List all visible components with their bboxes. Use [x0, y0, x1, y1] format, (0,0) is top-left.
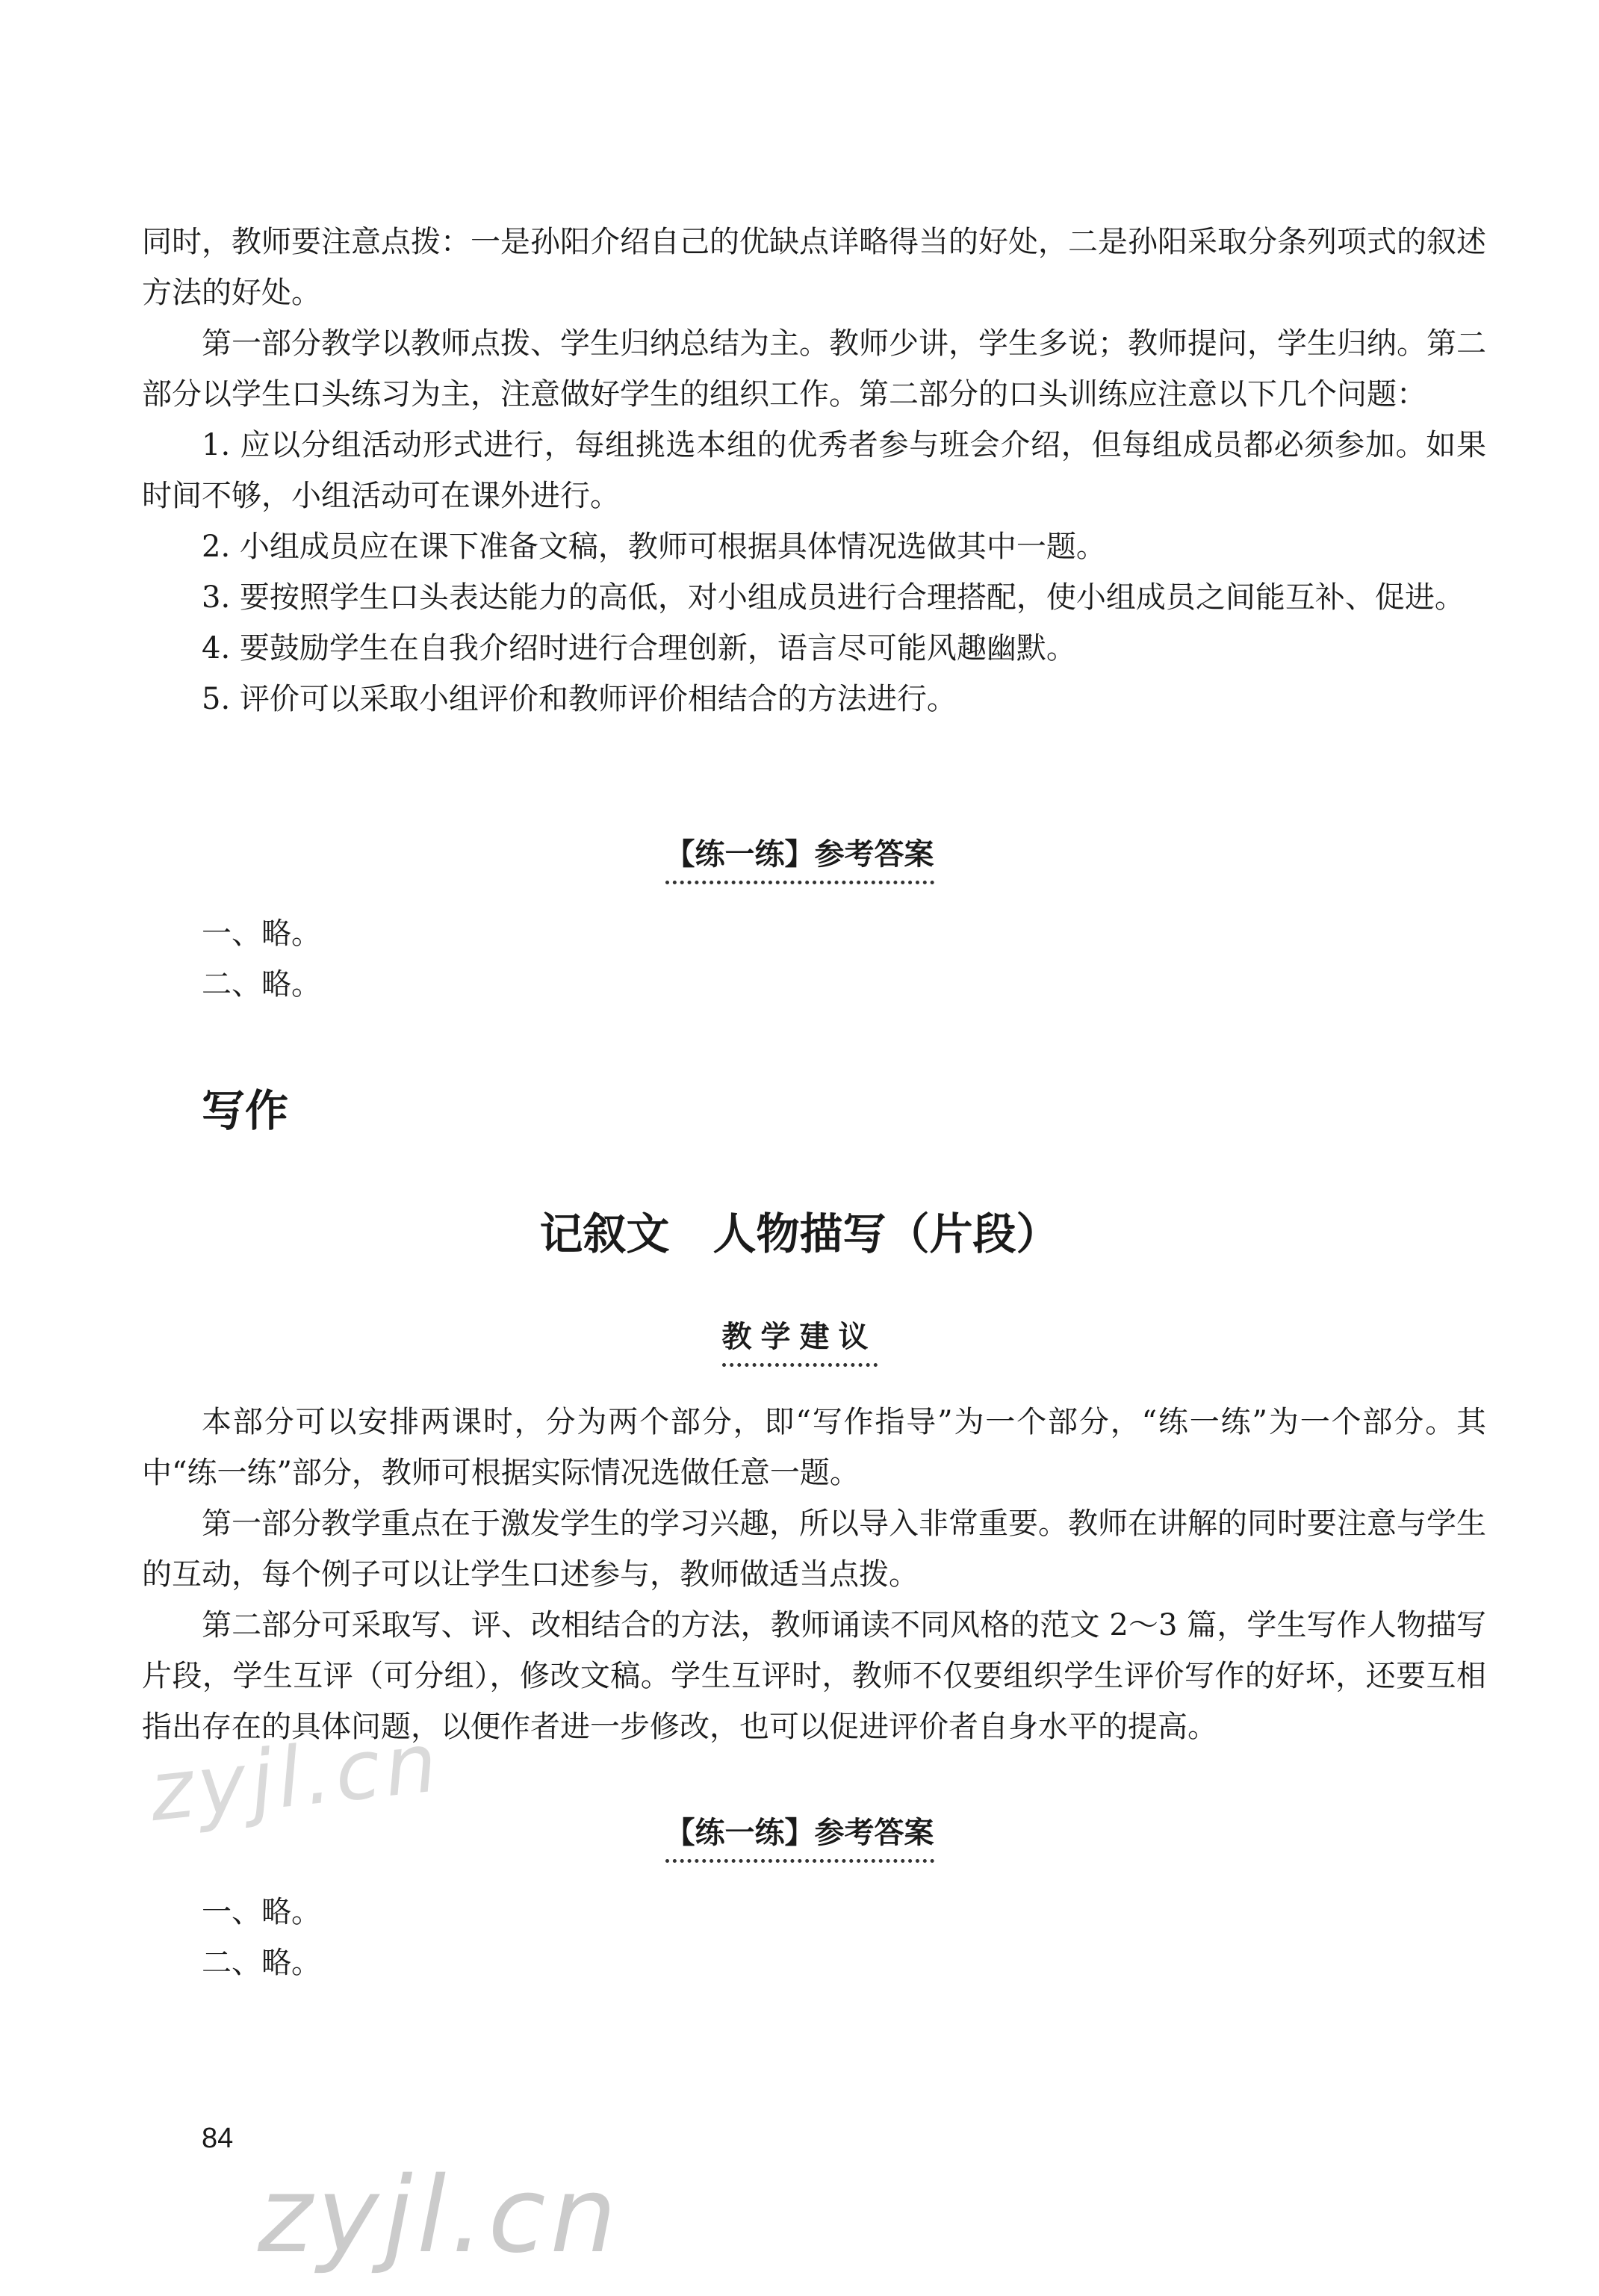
watermark: zyjl.cn: [258, 2155, 621, 2277]
answer-list: [202, 1887, 321, 1988]
page-number: 84: [202, 2123, 234, 2154]
paragraph: 3. 要按照学生口头表达能力的高低，对小组成员进行合理搭配，使小组成员之间能互补、促进。: [202, 580, 1465, 615]
writing-text-block: [142, 1397, 1486, 1752]
practice-answer-heading-text: 【练一练】参考答案: [665, 831, 934, 884]
teaching-suggestion-heading: [0, 1313, 1599, 1367]
chapter-title: 记叙文 人物描写（片段）: [539, 1208, 1060, 1259]
answer-item: 一、略。: [202, 1895, 321, 1929]
answer-item: 一、略。: [202, 916, 321, 951]
practice-answer-heading-text: 【练一练】参考答案: [665, 1809, 934, 1863]
paragraph: 同时，教师要注意点拨：一是孙阳介绍自己的优缺点详略得当的好处，二是孙阳采取分条列项式的叙述方法的好处。: [142, 225, 1486, 310]
answer-item: 二、略。: [202, 967, 321, 1002]
watermark: zyjl.cn: [145, 1713, 446, 1840]
paragraph: 本部分可以安排两课时，分为两个部分，即“写作指导”为一个部分，“练一练”为一个部分。其中“练一练”部分，教师可根据实际情况选做任意一题。: [142, 1405, 1486, 1490]
paragraph: 1. 应以分组活动形式进行，每组挑选本组的优秀者参与班会介绍，但每组成员都必须参加。如果时间不够，小组活动可在课外进行。: [142, 428, 1486, 513]
answer-list: [202, 908, 321, 1010]
paragraph: 第一部分教学以教师点拨、学生归纳总结为主。教师少讲，学生多说；教师提问，学生归纳。第二部分以学生口头练习为主，注意做好学生的组织工作。第二部分的口头训练应注意以下几个问题：: [142, 326, 1486, 412]
paragraph: 第一部分教学重点在于激发学生的学习兴趣，所以导入非常重要。教师在讲解的同时要注意与学生的互动，每个例子可以让学生口述参与，教师做适当点拨。: [142, 1507, 1486, 1592]
section-title: 写作: [202, 1085, 289, 1136]
paragraph: 第二部分可采取写、评、改相结合的方法，教师诵读不同风格的范文 2～3 篇，学生写作人物描写片段，学生互评（可分组），修改文稿。学生互评时，教师不仅要组织学生评价写作的好坏，还要互相指出存在的具体问题，以便作者进一步修改，也可以促进评价者自身水平的提高。: [142, 1608, 1486, 1744]
paragraph: 4. 要鼓励学生在自我介绍时进行合理创新，语言尽可能风趣幽默。: [202, 631, 1076, 665]
paragraph: 5. 评价可以采取小组评价和教师评价相结合的方法进行。: [202, 682, 957, 716]
intro-text-block: [142, 217, 1486, 725]
answer-item: 二、略。: [202, 1946, 321, 1980]
practice-answer-heading: [0, 831, 1599, 884]
paragraph: 2. 小组成员应在课下准备文稿，教师可根据具体情况选做其中一题。: [202, 530, 1106, 564]
teaching-suggestion-heading-text: 教学建议: [722, 1313, 878, 1367]
